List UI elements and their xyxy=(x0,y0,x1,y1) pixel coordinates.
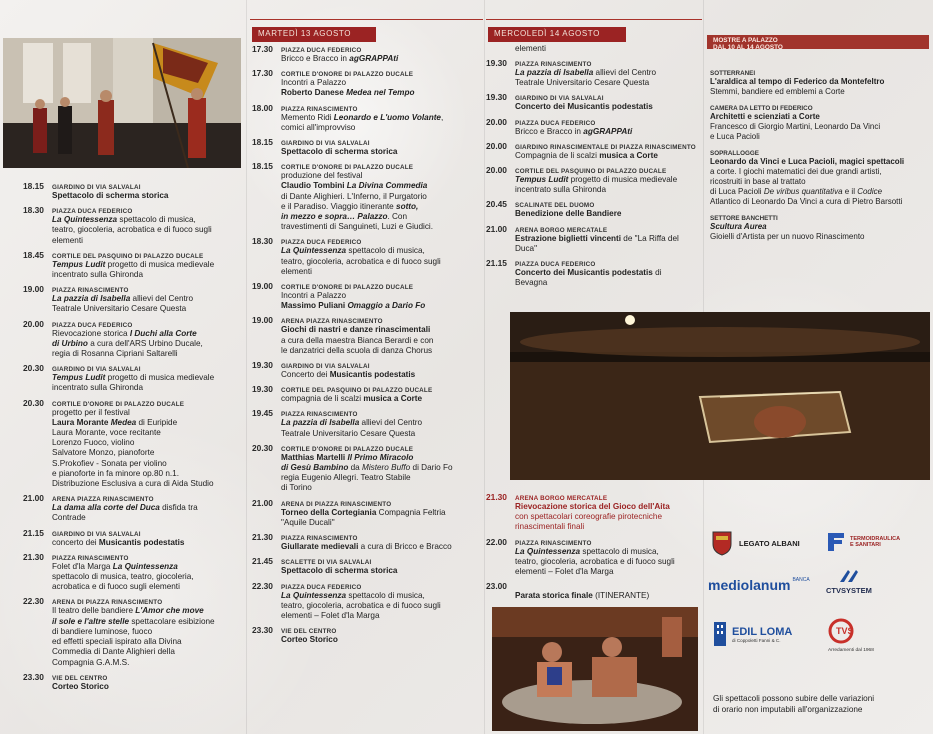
exhibition-description-line: e Luca Pacioli xyxy=(710,132,760,141)
exhibition-item xyxy=(710,215,925,242)
event-time: 23.30 xyxy=(252,625,273,636)
event-venue: CORTILE D'ONORE DI PALAZZO DUCALE xyxy=(52,400,185,408)
event-header xyxy=(252,68,484,78)
exhibitions-list xyxy=(710,70,925,250)
building-icon xyxy=(712,620,728,648)
event-venue: CORTILE DEL PASQUINO DI PALAZZO DUCALE xyxy=(52,252,204,260)
event-description-line: e il Paradiso. Viaggio itinerante sotto, xyxy=(281,201,419,211)
event-description-line: teatro, giocoleria, acrobatica e di fuoco sugli xyxy=(281,600,441,610)
event-description-line: di Dante Alighieri. L'Inferno, il Purgatorio xyxy=(281,191,427,201)
event-header xyxy=(252,281,484,291)
event-venue: PIAZZA RINASCIMENTO xyxy=(52,554,129,562)
event-header xyxy=(486,581,701,591)
exhibition-description-line: a corte. I giochi matematici dei due grandi artisti, xyxy=(710,167,882,176)
event-description-line: comici all'improvviso xyxy=(281,122,356,132)
schedule-column-wednesday xyxy=(486,58,701,292)
event-time: 19.30 xyxy=(486,58,507,68)
event-description-line: Distribuzione Esclusiva a cura di Aida Studio xyxy=(52,479,214,489)
event-time: 18.45 xyxy=(23,249,44,260)
event-description-line: con spettacolari coreografie pirotecniche xyxy=(515,512,663,522)
event-header xyxy=(23,596,243,606)
event-time: 20.00 xyxy=(23,318,44,329)
event-time: 19.30 xyxy=(252,360,273,371)
schedule-event xyxy=(486,58,701,88)
event-header xyxy=(486,258,701,268)
event-venue: PIAZZA RINASCIMENTO xyxy=(52,287,129,295)
header-rule xyxy=(486,19,702,20)
event-description-line: Concerto dei Musicantis podestatis xyxy=(281,370,416,380)
event-description-line: produzione del festival xyxy=(281,171,363,181)
schedule-event xyxy=(252,281,484,311)
schedule-event xyxy=(23,319,243,360)
event-venue: VIE DEL CENTRO xyxy=(281,628,337,636)
event-header xyxy=(252,360,484,370)
sponsor-ctvsystem: CTVSYSTEM xyxy=(826,568,872,595)
event-description-line: di Urbino a cura dell'ARS Urbino Ducale, xyxy=(52,338,203,348)
event-venue: PIAZZA RINASCIMENTO xyxy=(515,61,592,68)
event-venue: CORTILE DEL PASQUINO DI PALAZZO DUCALE xyxy=(281,387,433,395)
header-rule xyxy=(250,19,483,20)
event-description-line: Torneo della Cortegiania Compagnia Feltria xyxy=(281,507,446,517)
event-description-line: compagnia de li scalzi musica a Corte xyxy=(281,394,423,404)
event-description-line: Compagnia G.A.M.S. xyxy=(52,657,130,667)
schedule-event xyxy=(252,384,484,404)
schedule-event xyxy=(486,581,701,601)
event-description-line: concerto dei Musicantis podestatis xyxy=(52,537,185,547)
schedule-event xyxy=(252,103,484,133)
coat-of-arms-icon xyxy=(711,530,733,556)
event-description-line: spettacolo di musica, teatro, giocoleria, xyxy=(52,572,194,582)
event-description-line: Concerto dei Musicantis podestatis di xyxy=(515,268,662,278)
event-time: 20.00 xyxy=(486,140,507,151)
event-header xyxy=(23,181,243,191)
event-header xyxy=(23,552,243,562)
event-header xyxy=(252,443,484,453)
event-description-line: Incontri a Palazzo xyxy=(281,78,347,88)
event-time: 21.00 xyxy=(252,497,273,508)
event-time: 23.00 xyxy=(486,581,507,592)
event-header xyxy=(486,537,701,547)
exhibition-description-line: ricostruiti in base al trattato xyxy=(710,177,806,186)
schedule-event xyxy=(252,408,484,438)
carryover-text: elementi xyxy=(515,44,546,53)
event-venue: ARENA BORGO MERCATALE xyxy=(515,495,608,502)
event-description-line: La pazzia di Isabella allievi del Centro xyxy=(281,418,423,428)
day-header-tuesday: MARTEDÌ 13 AGOSTO xyxy=(252,27,376,42)
event-description-line: Tempus Ludit progetto di musica medievale xyxy=(52,259,215,269)
event-description-line: Teatrale Universitario Cesare Questa xyxy=(281,428,416,438)
event-description-line: regia Eugenio Allegri. Teatro Stabile xyxy=(281,473,411,483)
event-description-line: Laura Morante Medea di Euripide xyxy=(52,417,178,427)
schedule-event xyxy=(486,199,701,219)
schedule-event xyxy=(252,137,484,157)
exhibition-description-line: Scultura Aurea xyxy=(710,222,767,231)
event-description-line: Claudio Tombini La Divina Commedia xyxy=(281,181,428,191)
event-venue: PIAZZA RINASCIMENTO xyxy=(281,535,358,543)
event-header xyxy=(486,92,701,102)
event-description-line: Spettacolo di scherma storica xyxy=(281,566,398,576)
exhibition-item xyxy=(710,105,925,142)
event-venue: PIAZZA RINASCIMENTO xyxy=(515,539,592,547)
event-time: 19.00 xyxy=(252,281,273,292)
event-description-line: elementi – Folet d'la Marga xyxy=(281,610,380,620)
event-description-line: La pazzia di Isabella allievi del Centro xyxy=(52,294,194,304)
event-venue: SCALINATE DEL DUOMO xyxy=(515,202,595,210)
exhibition-description-line: Stemmi, bandiere ed emblemi a Corte xyxy=(710,87,845,96)
event-header xyxy=(252,581,484,591)
event-venue: CORTILE D'ONORE DI PALAZZO DUCALE xyxy=(281,71,414,79)
event-time: 18.30 xyxy=(23,205,44,216)
schedule-event xyxy=(23,398,243,490)
schedule-event xyxy=(486,492,701,533)
event-description-line: Parata storica finale (ITINERANTE) xyxy=(515,591,650,601)
event-description-line: rinascimentali finali xyxy=(515,522,585,532)
event-time: 19.45 xyxy=(252,408,273,419)
event-description-line: di Gesù Bambino da Mistero Buffo di Dario Fo xyxy=(281,463,453,473)
event-description-line: "Aquile Ducali" xyxy=(281,517,335,527)
event-venue: PIAZZA DUCA FEDERICO xyxy=(515,119,596,127)
event-venue: PIAZZA RINASCIMENTO xyxy=(281,105,358,113)
schedule-event xyxy=(486,537,701,578)
event-header xyxy=(486,141,701,151)
schedule-event xyxy=(23,672,243,692)
event-header xyxy=(252,408,484,418)
event-header xyxy=(486,492,701,502)
event-description-line: travestimenti di Sanguineti, Luzi e Giudici. xyxy=(281,222,434,232)
event-venue: CORTILE D'ONORE DI PALAZZO DUCALE xyxy=(281,164,414,172)
event-description-line: Tempus Ludit progetto di musica medievale xyxy=(515,175,678,185)
event-venue: PIAZZA DUCA FEDERICO xyxy=(281,583,362,591)
event-header xyxy=(252,137,484,147)
event-venue: SCALETTE DI VIA SALVALAI xyxy=(281,559,372,567)
event-header xyxy=(252,236,484,246)
event-venue: ARENA PIAZZA RINASCIMENTO xyxy=(281,318,383,326)
event-description-line: il sole e l'altre stelle spettacolare esibizione xyxy=(52,616,215,626)
event-time: 20.45 xyxy=(486,199,507,210)
event-time: 20.30 xyxy=(23,363,44,374)
event-venue: VIE DEL CENTRO xyxy=(52,674,108,682)
exhibition-description-line: L'araldica al tempo di Federico da Montefeltro xyxy=(710,77,885,86)
schedule-event xyxy=(252,532,484,552)
event-venue: ARENA BORGO MERCATALE xyxy=(515,226,608,234)
event-header xyxy=(486,199,701,209)
event-header xyxy=(252,532,484,542)
schedule-event xyxy=(23,596,243,667)
schedule-event xyxy=(486,117,701,137)
schedule-event xyxy=(23,528,243,548)
exhibitions-header xyxy=(707,35,929,49)
event-header xyxy=(486,224,701,234)
event-venue: PIAZZA DUCA FEDERICO xyxy=(281,47,362,54)
disclaimer-note: Gli spettacoli possono subire delle variazioni di orario non imputabili all'organizzazione xyxy=(713,694,875,714)
exhibition-location: SOPRALLOGGE xyxy=(710,150,759,157)
sponsor-tvs: TVS Arredamenti dal 1968 xyxy=(828,618,874,653)
schedule-event xyxy=(252,315,484,356)
event-description-line: Roberto Danese Medea nel Tempo xyxy=(281,88,415,98)
event-time: 19.30 xyxy=(252,384,273,395)
schedule-event xyxy=(486,224,701,254)
event-description-line: Rievocazione storica del Gioco dell'Aita xyxy=(515,502,670,511)
event-description-line: Tempus Ludit progetto di musica medievale xyxy=(52,373,215,383)
exhibition-location: SOTTERRANEI xyxy=(710,70,756,77)
event-venue: ARENA PIAZZA RINASCIMENTO xyxy=(52,496,154,504)
event-venue: GIARDINO DI VIA SALVALAI xyxy=(52,530,141,538)
event-header xyxy=(486,165,701,175)
event-header xyxy=(23,205,243,215)
schedule-column-monday xyxy=(23,181,243,696)
schedule-column-tuesday xyxy=(252,44,484,649)
event-header xyxy=(23,284,243,294)
exhibition-description-line: Francesco di Giorgio Martini, Leonardo Da Vinci xyxy=(710,122,881,131)
event-venue: GIARDINO DI VIA SALVALAI xyxy=(281,140,370,148)
schedule-event xyxy=(252,625,484,645)
event-time: 21.30 xyxy=(486,492,507,502)
event-description-line: Spettacolo di scherma storica xyxy=(281,147,398,157)
event-time: 18.00 xyxy=(252,102,273,113)
event-description-line: Folet d'la Marga La Quintessenza xyxy=(52,561,178,571)
event-description-line: regia di Rosanna Cipriani Saltarelli xyxy=(52,349,178,359)
event-description-line: Laura Morante, voce recitante xyxy=(52,428,161,438)
event-description-line: progetto per il festival xyxy=(52,407,130,417)
ctv-logo-icon xyxy=(836,568,862,586)
event-description-line: Salvatore Monzo, pianoforte xyxy=(52,448,155,458)
schedule-event xyxy=(486,141,701,161)
event-description-line: incentrato sulla Ghironda xyxy=(515,185,607,195)
event-venue: GIARDINO RINASCIMENTALE DI PIAZZA RINASCIMENTO xyxy=(515,143,696,151)
schedule-event xyxy=(252,443,484,494)
event-time: 19.00 xyxy=(23,284,44,295)
event-venue: GIARDINO DI VIA SALVALAI xyxy=(52,184,141,191)
event-header xyxy=(23,672,243,682)
event-description-line: teatro, giocoleria, acrobatica e di fuoco sugli xyxy=(515,556,675,566)
schedule-event xyxy=(252,236,484,277)
event-venue: PIAZZA DUCA FEDERICO xyxy=(281,239,362,247)
schedule-event xyxy=(252,44,484,64)
termo-logo-icon xyxy=(826,531,846,553)
exhibition-description-line: di Luca Pacioli De viribus quantitativa e il Codice xyxy=(710,187,883,196)
event-header xyxy=(252,44,484,54)
event-description-line: La Quintessenza spettacolo di musica, xyxy=(52,215,196,225)
event-venue: GIARDINO DI VIA SALVALAI xyxy=(281,363,370,371)
col3-carryover xyxy=(486,44,701,54)
event-description-line: Rievocazione storica I Duchi alla Corte xyxy=(52,328,197,338)
event-time: 20.30 xyxy=(252,442,273,453)
schedule-event xyxy=(486,258,701,288)
exhibition-description-line: Leonardo da Vinci e Luca Pacioli, magici spettacoli xyxy=(710,157,905,166)
event-time: 18.15 xyxy=(23,181,44,191)
event-header xyxy=(486,58,701,68)
event-time: 20.30 xyxy=(23,397,44,408)
event-time: 18.30 xyxy=(252,236,273,247)
event-header xyxy=(23,528,243,538)
event-description-line: di bandiere luminose, fuoco xyxy=(52,626,153,636)
exhibition-description-line: Gioielli d'Artista per un nuovo Rinascimento xyxy=(710,232,865,241)
event-header xyxy=(23,319,243,329)
event-description-line: Lorenzo Fuoco, violino xyxy=(52,438,135,448)
event-description-line: a cura della maestra Bianca Berardi e con xyxy=(281,335,434,345)
event-description-line: Bricco e Bracco in agGRAPPAti xyxy=(281,54,399,63)
event-time: 23.30 xyxy=(23,671,44,682)
event-description-line: Spettacolo di scherma storica xyxy=(52,191,169,200)
event-header xyxy=(23,493,243,503)
schedule-event xyxy=(486,92,701,112)
sponsor-edil-loma: EDIL LOMA di Coppoletti Fanni & C. xyxy=(712,620,792,648)
event-time: 19.00 xyxy=(252,315,273,326)
exhibition-description-line: Architetti e scienziati a Corte xyxy=(710,112,820,121)
schedule-event xyxy=(252,556,484,576)
event-time: 21.00 xyxy=(486,223,507,234)
event-description-line: Corteo Storico xyxy=(281,635,338,645)
event-description-line: incentrato sulla Ghironda xyxy=(52,383,144,393)
event-header xyxy=(23,398,243,408)
event-venue: CORTILE D'ONORE DI PALAZZO DUCALE xyxy=(281,445,414,453)
event-description-line: La dama alla corte del Duca disfida tra xyxy=(52,503,198,513)
event-header xyxy=(252,556,484,566)
event-description-line: Concerto dei Musicantis podestatis xyxy=(515,102,653,112)
event-header xyxy=(252,103,484,113)
event-venue: PIAZZA DUCA FEDERICO xyxy=(52,321,133,329)
event-description-line: elementi – Folet d'la Marga xyxy=(515,567,614,577)
event-time: 22.00 xyxy=(486,536,507,547)
event-time: 18.15 xyxy=(252,161,273,172)
event-time: 21.15 xyxy=(23,527,44,538)
event-description-line: teatro, giocoleria, acrobatica e di fuoco sugli xyxy=(281,256,441,266)
event-time: 17.30 xyxy=(252,68,273,79)
event-description-line: di Torino xyxy=(281,483,312,493)
event-header xyxy=(252,625,484,635)
event-description-line: ed effetti speciali ispirato alla Divina xyxy=(52,637,182,647)
schedule-event xyxy=(252,68,484,98)
event-time: 18.15 xyxy=(252,137,273,148)
fold-line xyxy=(484,0,485,734)
schedule-event xyxy=(23,250,243,280)
event-description-line: Il teatro delle bandiere L'Amor che move xyxy=(52,606,204,616)
event-time: 21.30 xyxy=(23,551,44,562)
sponsor-mediolanum: mediolanum BANCA xyxy=(708,577,810,593)
event-header xyxy=(486,117,701,127)
event-description-line: incentrato sulla Ghironda xyxy=(52,270,144,280)
event-description-line: Duca" xyxy=(515,243,538,253)
event-description-line: Corteo Storico xyxy=(52,681,109,691)
event-description-line: Commedia di Dante Alighieri della xyxy=(52,647,175,657)
event-time: 21.45 xyxy=(252,556,273,567)
schedule-event xyxy=(252,498,484,528)
schedule-event xyxy=(23,181,243,201)
event-description-line: Giullarate medievali a cura di Bricco e Bracco xyxy=(281,542,452,552)
exhibition-location: SETTORE BANCHETTI xyxy=(710,215,778,222)
event-venue: GIARDINO DI VIA SALVALAI xyxy=(515,95,604,103)
event-description-line: Benedizione delle Bandiere xyxy=(515,209,622,219)
event-description-line: Matthias Martelli Il Primo Miracolo xyxy=(281,452,414,462)
photo-flag-wavers xyxy=(3,38,241,168)
event-description-line: Estrazione biglietti vincenti de "La Riffa del xyxy=(515,233,679,243)
event-description-line: acrobatica e di fuoco sugli elementi xyxy=(52,582,180,592)
day-header-wednesday: MERCOLEDÌ 14 AGOSTO xyxy=(488,27,626,42)
event-header xyxy=(252,161,484,171)
event-time: 17.30 xyxy=(252,44,273,54)
event-description-line: e pianoforte in fa minore op.80 n.1. xyxy=(52,468,179,478)
event-description-line: Bricco e Bracco in agGRAPPAti xyxy=(515,126,633,136)
photo-palio-struggle xyxy=(492,607,698,731)
event-header xyxy=(252,498,484,508)
fold-line xyxy=(246,0,247,734)
schedule-event xyxy=(23,363,243,393)
schedule-event xyxy=(486,165,701,195)
event-venue: PIAZZA DUCA FEDERICO xyxy=(52,208,133,216)
event-description-line: Bevagna xyxy=(515,278,548,288)
schedule-event xyxy=(23,284,243,314)
event-time: 20.00 xyxy=(486,165,507,176)
schedule-event xyxy=(23,205,243,246)
event-description-line: le danzatrici della scuola di danza Chorus xyxy=(281,345,433,355)
schedule-event xyxy=(23,552,243,593)
event-description-line: Teatrale Universitario Cesare Questa xyxy=(515,78,650,88)
event-description-line: Contrade xyxy=(52,513,86,523)
event-time: 21.30 xyxy=(252,532,273,543)
event-description-line: elementi xyxy=(52,235,83,245)
event-description-line: S.Prokofiev - Sonata per violino xyxy=(52,458,167,468)
event-description-line: La Quintessenza spettacolo di musica, xyxy=(281,246,425,256)
exhibition-item xyxy=(710,150,925,207)
event-description-line: Massimo Puliani Omaggio a Dario Fo xyxy=(281,301,426,311)
event-description-line: elementi xyxy=(281,266,312,276)
event-venue: PIAZZA DUCA FEDERICO xyxy=(515,261,596,269)
event-description-line: La pazzia di Isabella allievi del Centro xyxy=(515,68,657,77)
event-time: 22.30 xyxy=(252,580,273,591)
sponsor-termoidraulica: TERMOIDRAULICA E SANITARI xyxy=(826,531,900,553)
exhibition-item xyxy=(710,70,925,97)
event-description-line: Memento Ridi Leonardo e L'uomo Volante, xyxy=(281,112,444,122)
event-description-line: Giochi di nastri e danze rinascimentali xyxy=(281,325,431,335)
schedule-event xyxy=(252,581,484,622)
event-description-line: in mezzo e sopra… Palazzo. Con xyxy=(281,212,408,222)
event-description-line: Teatrale Universitario Cesare Questa xyxy=(52,304,187,314)
schedule-event xyxy=(23,493,243,523)
schedule-event xyxy=(252,161,484,232)
event-description-line: Compagnia de li scalzi musica a Corte xyxy=(515,150,658,160)
event-time: 20.00 xyxy=(486,116,507,127)
event-time: 19.30 xyxy=(486,92,507,103)
event-header xyxy=(23,363,243,373)
exhibition-location: CAMERA DA LETTO DI FEDERICO xyxy=(710,105,813,112)
schedule-event xyxy=(252,360,484,380)
event-time: 21.00 xyxy=(23,493,44,504)
exhibitions-header-text: MOSTRE A PALAZZO DAL 10 AL 14 AGOSTO xyxy=(713,37,783,51)
event-header xyxy=(252,315,484,325)
event-time: 21.15 xyxy=(486,258,507,269)
event-description-line: Incontri a Palazzo xyxy=(281,291,347,301)
exhibition-description-line: Atlantico di Leonardo Da Vinci a cura di Pietro Barsotti xyxy=(710,197,903,206)
event-venue: ARENA DI PIAZZA RINASCIMENTO xyxy=(281,500,392,508)
event-header xyxy=(23,250,243,260)
event-time: 22.30 xyxy=(23,596,44,607)
event-venue: ARENA DI PIAZZA RINASCIMENTO xyxy=(52,599,163,607)
event-venue: PIAZZA RINASCIMENTO xyxy=(281,411,358,419)
event-description-line: La Quintessenza spettacolo di musica, xyxy=(515,546,659,556)
photo-arena-night xyxy=(510,312,930,480)
event-venue: GIARDINO DI VIA SALVALAI xyxy=(52,366,141,374)
event-description-line: teatro, giocoleria, acrobatica e di fuoco sugli xyxy=(52,225,212,235)
schedule-column-wednesday-late xyxy=(486,492,701,605)
event-description-line: La Quintessenza spettacolo di musica, xyxy=(281,590,425,600)
sponsor-legato-albani: LEGATO ALBANI xyxy=(711,530,800,556)
event-venue: CORTILE DEL PASQUINO DI PALAZZO DUCALE xyxy=(515,168,667,176)
event-header xyxy=(252,384,484,394)
event-venue: CORTILE D'ONORE DI PALAZZO DUCALE xyxy=(281,284,414,292)
